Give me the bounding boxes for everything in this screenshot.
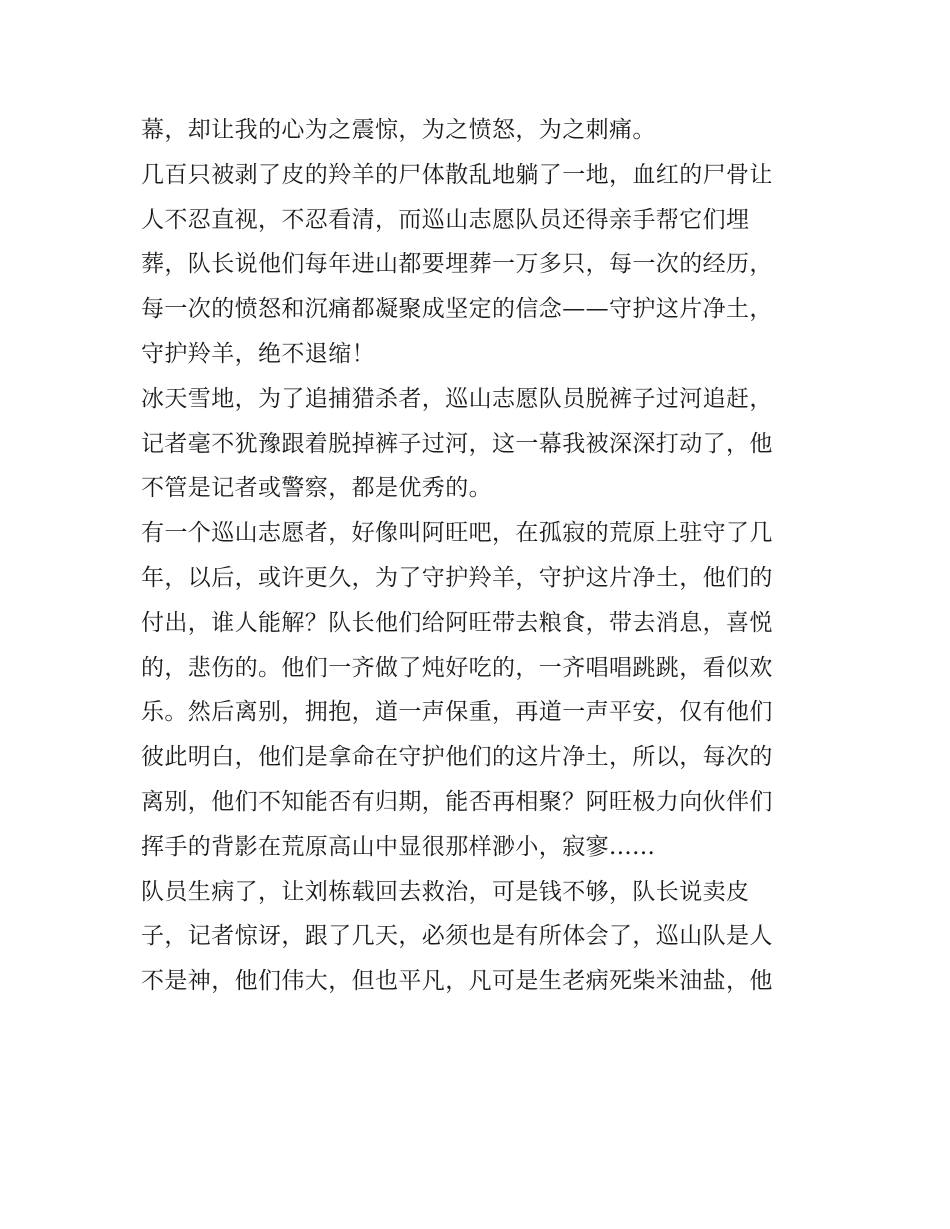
text-line: 付出，谁人能解？队长他们给阿旺带去粮食，带去消息，喜悦 [141, 609, 773, 636]
text-line: 每一次的愤怒和沉痛都凝聚成坚定的信念——守护这片净土， [141, 296, 773, 323]
text-line: 不是神，他们伟大，但也平凡，凡可是生老病死柴米油盐，他 [141, 968, 773, 995]
text-line: 彼此明白，他们是拿命在守护他们的这片净土，所以，每次的 [141, 744, 773, 771]
text-line: 不管是记者或警察，都是优秀的。 [141, 475, 492, 502]
text-line: 队员生病了，让刘栋载回去救治，可是钱不够，队长说卖皮 [141, 878, 750, 905]
text-line: 幕，却让我的心为之震惊，为之愤怒，为之刺痛。 [141, 117, 656, 143]
text-line: 冰天雪地，为了追捕猎杀者，巡山志愿队员脱裤子过河追赶， [141, 385, 773, 412]
text-line: 记者毫不犹豫跟着脱掉裤子过河，这一幕我被深深打动了，他 [141, 430, 773, 457]
document-body [141, 108, 821, 1004]
text-line: 挥手的背影在荒原高山中显很那样渺小，寂寥...... [141, 833, 656, 860]
text-line: 有一个巡山志愿者，好像叫阿旺吧，在孤寂的荒原上驻守了几 [141, 520, 773, 547]
text-line: 的，悲伤的。他们一齐做了炖好吃的，一齐唱唱跳跳，看似欢 [141, 654, 773, 681]
text-line: 乐。然后离别，拥抱，道一声保重，再道一声平安，仅有他们 [141, 699, 773, 726]
text-line: 子，记者惊讶，跟了几天，必须也是有所体会了，巡山队是人 [141, 923, 773, 950]
text-line: 离别，他们不知能否有归期，能否再相聚？阿旺极力向伙伴们 [141, 788, 773, 815]
text-line: 人不忍直视，不忍看清，而巡山志愿队员还得亲手帮它们埋 [141, 206, 750, 233]
text-line: 年，以后，或许更久，为了守护羚羊，守护这片净土，他们的 [141, 564, 773, 591]
text-line: 葬，队长说他们每年进山都要埋葬一万多只，每一次的经历， [141, 251, 773, 278]
text-line: 守护羚羊，绝不退缩！ [141, 340, 375, 367]
text-line: 几百只被剥了皮的羚羊的尸体散乱地躺了一地，血红的尸骨让 [141, 161, 773, 188]
